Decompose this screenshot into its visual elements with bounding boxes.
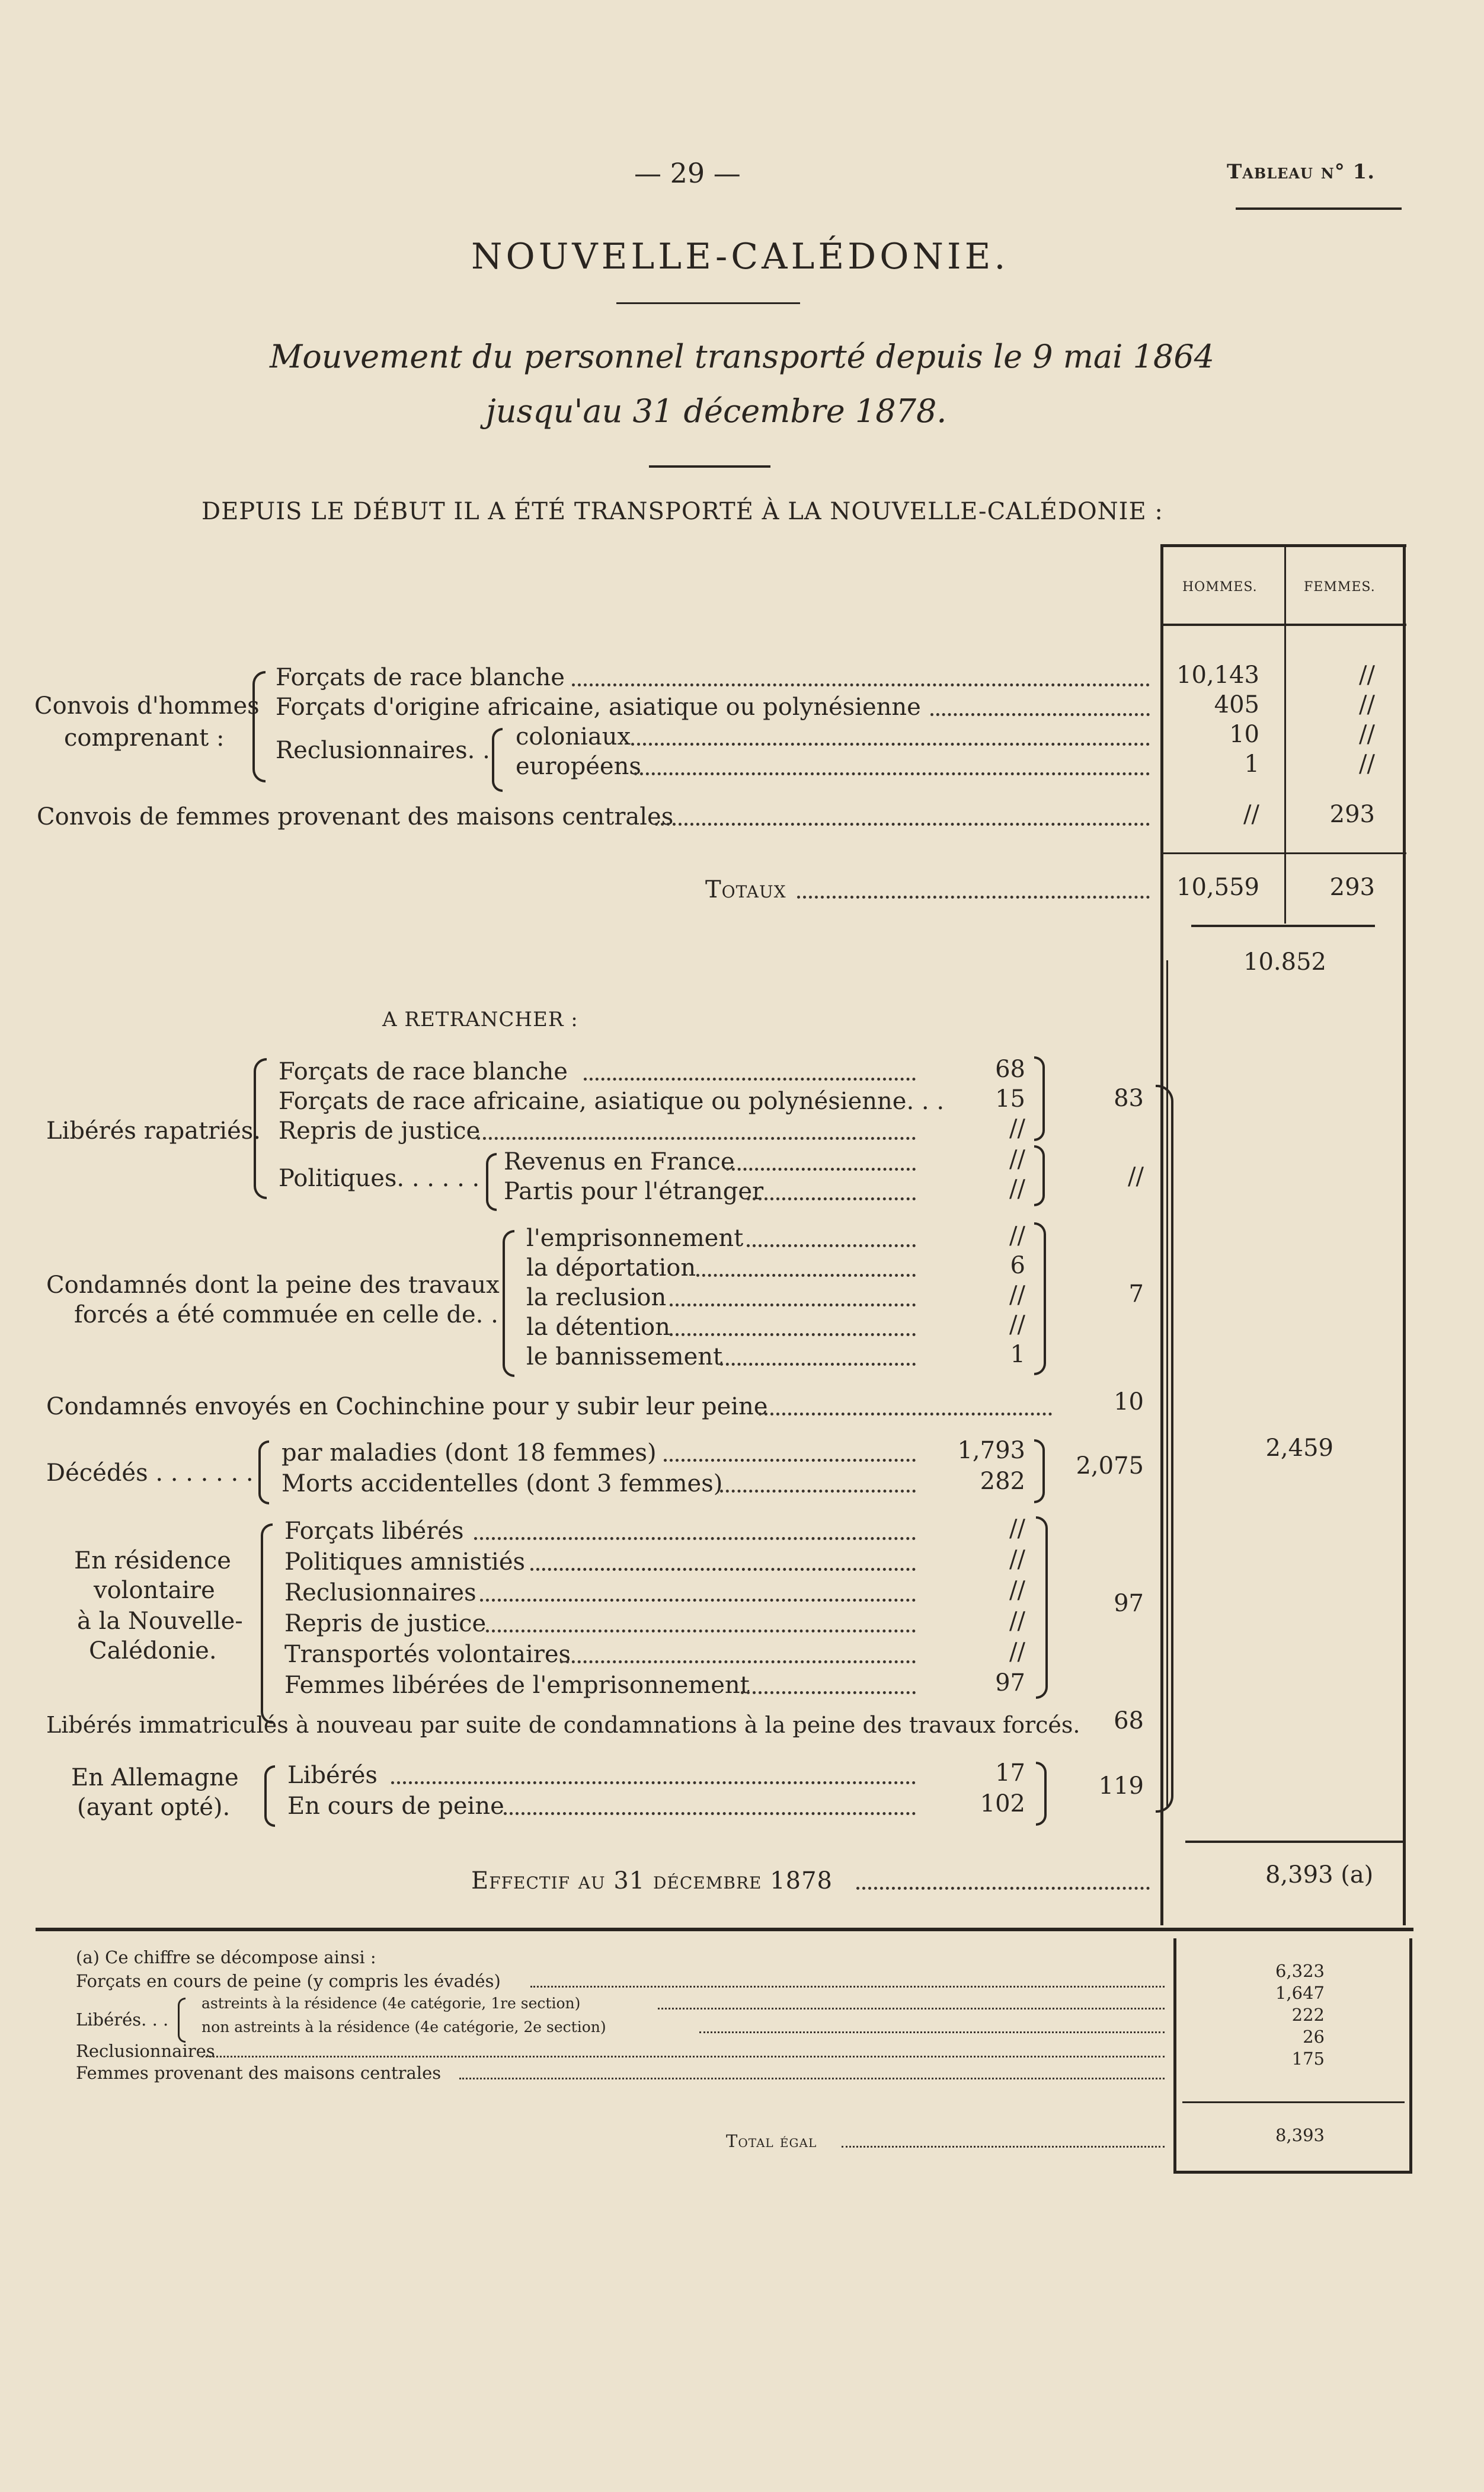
leader-dots	[504, 1812, 916, 1815]
condamnes-value: 6	[1010, 1252, 1025, 1279]
residence-brace	[261, 1523, 273, 1724]
footnote-row-label: astreints à la résidence (4e catégorie, 1re section)	[202, 1995, 581, 2012]
footnote-value: 1,647	[1275, 1983, 1325, 2003]
residence-subtotal: 97	[1114, 1590, 1144, 1617]
leader-dots	[664, 1459, 916, 1462]
decedes-row-label: par maladies (dont 18 femmes)	[282, 1439, 657, 1467]
footnote-liberes-brace	[178, 1998, 186, 2043]
footnote-value: 6,323	[1275, 1961, 1325, 1981]
footnote-total-rule	[1182, 2101, 1405, 2103]
condamnes-value: //	[1009, 1311, 1025, 1338]
condamnes-value: 1	[1010, 1341, 1025, 1368]
condamnes-row-label: le bannissement	[526, 1343, 723, 1370]
footnote-liberes-label: Libérés. . .	[76, 2009, 169, 2030]
convois-femmes: //	[1359, 721, 1375, 748]
liberes-row-label: Forçats de race africaine, asiatique ou polynésienne. . .	[279, 1088, 945, 1115]
leader-dots	[391, 1781, 916, 1784]
leader-dots	[747, 1244, 916, 1247]
grand-total-rule	[1191, 925, 1375, 927]
col-hommes: HOMMES.	[1182, 580, 1258, 595]
footnote-right-rule	[1409, 1938, 1412, 2172]
residence-row-label: Transportés volontaires	[284, 1641, 571, 1668]
condamnes-row-label: l'emprisonnement	[526, 1225, 744, 1252]
residence-value: //	[1009, 1638, 1025, 1666]
allemagne-value: 17	[995, 1759, 1025, 1787]
convois-femmes-label: Convois de femmes provenant des maisons centrales	[37, 803, 674, 830]
leader-dots	[631, 743, 1150, 746]
totaux-label: Totaux	[705, 876, 786, 903]
totaux-femmes: 293	[1329, 874, 1375, 901]
immatricules-value: 68	[1114, 1707, 1144, 1734]
liberes-row-label: Forçats de race blanche	[279, 1058, 568, 1085]
leader-dots	[720, 1490, 916, 1493]
decedes-row-label: Morts accidentelles (dont 3 femmes)	[282, 1470, 723, 1497]
retrancher-heading: A RETRANCHER :	[382, 1008, 578, 1031]
effectif-value: 8,393 (a)	[1265, 1861, 1374, 1889]
footnote-top-rule	[36, 1928, 1413, 1931]
leader-dots	[530, 1986, 1165, 1988]
liberes-row-label: Partis pour l'étranger	[504, 1178, 764, 1205]
retrancher-big-brace	[1156, 1085, 1173, 1813]
liberes-row-label: Repris de justice	[279, 1117, 481, 1145]
convois-femmes-hommes: //	[1243, 801, 1259, 828]
subtitle-line-1: Mouvement du personnel transporté depuis le 9 mai 1864	[270, 338, 1214, 375]
allemagne-value: 102	[980, 1790, 1025, 1817]
leader-dots	[930, 713, 1150, 716]
convois-row-label: coloniaux	[516, 723, 631, 750]
box-right-rule	[1403, 544, 1406, 1925]
residence-label-line: volontaire	[94, 1577, 215, 1604]
subtitle-line-2: jusqu'au 31 décembre 1878.	[486, 392, 947, 430]
reclusionnaires-brace	[492, 728, 503, 792]
leader-dots	[584, 1078, 916, 1081]
liberes-value: //	[1009, 1115, 1025, 1142]
footnote-row-label: Forçats en cours de peine (y compris les évadés)	[76, 1971, 501, 1991]
footnote-row-label: Reclusionnaires	[76, 2041, 215, 2061]
footnote-row-label: non astreints à la résidence (4e catégorie, 2e section)	[202, 2018, 606, 2036]
residence-row-label: Politiques amnistiés	[284, 1548, 526, 1576]
decedes-value: 1,793	[957, 1437, 1025, 1464]
title-rule	[616, 302, 800, 304]
section-heading: DEPUIS LE DÉBUT IL A ÉTÉ TRANSPORTÉ À LA NOUVELLE-CALÉDONIE :	[202, 498, 1163, 525]
footnote-left-rule	[1173, 1938, 1176, 2172]
liberes-value: //	[1009, 1175, 1025, 1203]
condamnes-row-label: la déportation	[526, 1254, 696, 1282]
residence-row-label: Forçats libérés	[284, 1517, 464, 1545]
leader-dots	[477, 1137, 916, 1140]
liberes-value: 15	[995, 1085, 1025, 1113]
page-number: — 29 —	[634, 157, 741, 189]
liberes-subtotal-2: //	[1128, 1163, 1144, 1190]
leader-dots	[759, 1413, 1052, 1416]
residence-value: //	[1009, 1546, 1025, 1573]
condamnes-row-label: la reclusion	[526, 1284, 667, 1311]
allemagne-right-brace	[1036, 1762, 1047, 1826]
cochinchine-label: Condamnés envoyés en Cochinchine pour y subir leur peine	[46, 1393, 768, 1420]
totaux-hommes: 10,559	[1176, 874, 1259, 901]
convois-brace	[252, 671, 266, 782]
box-middle-rule	[1284, 544, 1286, 924]
condamnes-label-1: Condamnés dont la peine des travaux	[46, 1271, 500, 1299]
footnote-value: 26	[1303, 2027, 1325, 2047]
liberes-right-brace	[1034, 1056, 1045, 1141]
liberes-row-label: Revenus en France	[504, 1148, 735, 1175]
leader-dots	[634, 772, 1150, 775]
convois-femmes: //	[1359, 691, 1375, 718]
totaux-rule	[1160, 852, 1406, 854]
leader-dots	[856, 1887, 1150, 1890]
politiques-label: Politiques. . . . . .	[279, 1165, 480, 1192]
residence-row-label: Reclusionnaires	[284, 1579, 476, 1606]
allemagne-row-label: Libérés	[287, 1762, 378, 1789]
leader-dots	[696, 1274, 916, 1277]
leader-dots	[747, 1197, 916, 1200]
residence-label-line: Calédonie.	[89, 1637, 217, 1664]
convois-row-label: Forçats de race blanche	[276, 664, 565, 691]
leader-dots	[670, 1333, 916, 1336]
retrancher-total: 2,459	[1265, 1435, 1333, 1462]
footnote-row-label: Femmes provenant des maisons centrales	[76, 2063, 442, 2083]
condamnes-subtotal: 7	[1128, 1280, 1144, 1308]
convois-femmes: //	[1359, 750, 1375, 778]
header-rule	[1160, 624, 1406, 626]
leader-dots	[459, 2078, 1165, 2079]
liberes-label: Libérés rapatriés.	[46, 1117, 261, 1145]
leader-dots	[797, 896, 1150, 899]
residence-value: //	[1009, 1577, 1025, 1604]
residence-row-label: Femmes libérées de l'emprisonnement	[284, 1672, 750, 1699]
condamnes-brace	[503, 1230, 514, 1377]
convois-hommes: 10,143	[1176, 662, 1259, 689]
leader-dots	[560, 1660, 916, 1663]
residence-value: //	[1009, 1608, 1025, 1635]
convois-femmes: //	[1359, 662, 1375, 689]
effectif-label: Effectif au 31 décembre 1878	[471, 1867, 833, 1894]
cochinchine-value: 10	[1114, 1388, 1144, 1416]
footnote-bottom-rule	[1173, 2171, 1412, 2174]
leader-dots	[842, 2146, 1165, 2148]
tableau-underline	[1236, 207, 1402, 210]
convois-row-label: Forçats d'origine africaine, asiatique ou polynésienne	[276, 694, 921, 721]
convois-label-2: comprenant :	[64, 724, 225, 752]
politiques-right-brace	[1034, 1145, 1045, 1206]
footnote-heading: (a) Ce chiffre se décompose ainsi :	[76, 1947, 376, 1967]
leader-dots	[655, 823, 1150, 826]
allemagne-label-1: En Allemagne	[71, 1764, 239, 1791]
page-title: NOUVELLE-CALÉDONIE.	[471, 236, 1009, 277]
convois-hommes: 1	[1244, 750, 1259, 778]
allemagne-brace	[264, 1765, 275, 1827]
footnote-total-value: 8,393	[1275, 2125, 1325, 2145]
residence-right-brace	[1036, 1516, 1048, 1699]
leader-dots	[202, 2056, 1165, 2058]
box-top-rule	[1160, 544, 1406, 547]
footnote-value: 222	[1291, 2005, 1325, 2025]
leader-dots	[480, 1599, 916, 1602]
leader-dots	[486, 1630, 916, 1632]
condamnes-label-2: forcés a été commuée en celle de. .	[74, 1301, 498, 1328]
leader-dots	[670, 1303, 916, 1306]
residence-label-line: à la Nouvelle-	[77, 1608, 243, 1635]
liberes-subtotal-1: 83	[1114, 1085, 1144, 1112]
allemagne-label-2: (ayant opté).	[77, 1794, 231, 1821]
subtitle-rule	[649, 465, 770, 468]
leader-dots	[699, 2031, 1165, 2033]
leader-dots	[530, 1568, 916, 1571]
leader-dots	[720, 1363, 916, 1366]
residence-label-line: En résidence	[74, 1547, 231, 1574]
leader-dots	[726, 1168, 916, 1171]
reclusionnaires-label: Reclusionnaires. .	[276, 737, 490, 764]
convois-femmes-femmes: 293	[1329, 801, 1375, 828]
convois-hommes: 10	[1229, 721, 1259, 748]
condamnes-row-label: la détention	[526, 1314, 670, 1341]
allemagne-subtotal: 119	[1098, 1772, 1144, 1800]
residence-value: //	[1009, 1515, 1025, 1542]
politiques-brace	[486, 1153, 497, 1211]
condamnes-value: //	[1009, 1282, 1025, 1309]
decedes-value: 282	[980, 1468, 1025, 1495]
decedes-subtotal: 2,075	[1076, 1452, 1144, 1480]
liberes-value: 68	[995, 1056, 1025, 1083]
condamnes-right-brace	[1034, 1222, 1046, 1375]
decedes-brace	[258, 1440, 269, 1504]
convois-label-1: Convois d'hommes	[34, 692, 260, 720]
condamnes-value: //	[1009, 1222, 1025, 1250]
leader-dots	[572, 683, 1150, 686]
decedes-label: Décédés . . . . . . .	[46, 1459, 254, 1487]
leader-dots	[658, 2008, 1165, 2009]
col-femmes: FEMMES.	[1304, 580, 1376, 595]
tableau-label: Tableau n° 1.	[1227, 160, 1376, 184]
residence-value: 97	[995, 1669, 1025, 1697]
convois-row-label: européens	[516, 753, 641, 780]
residence-row-label: Repris de justice	[284, 1610, 487, 1637]
footnote-total-label: Total égal	[726, 2131, 817, 2151]
decedes-right-brace	[1034, 1439, 1045, 1503]
liberes-value: //	[1009, 1146, 1025, 1173]
footnote-value: 175	[1291, 2049, 1325, 2069]
leader-dots	[741, 1691, 916, 1694]
grand-total: 10.852	[1243, 948, 1326, 976]
allemagne-row-label: En cours de peine	[287, 1793, 504, 1820]
convois-hommes: 405	[1214, 691, 1259, 718]
immatricules-label: Libérés immatriculés à nouveau par suite de condamnations à la peine des travaux forcés.	[46, 1712, 1080, 1738]
effectif-rule	[1185, 1841, 1405, 1843]
leader-dots	[474, 1537, 916, 1540]
